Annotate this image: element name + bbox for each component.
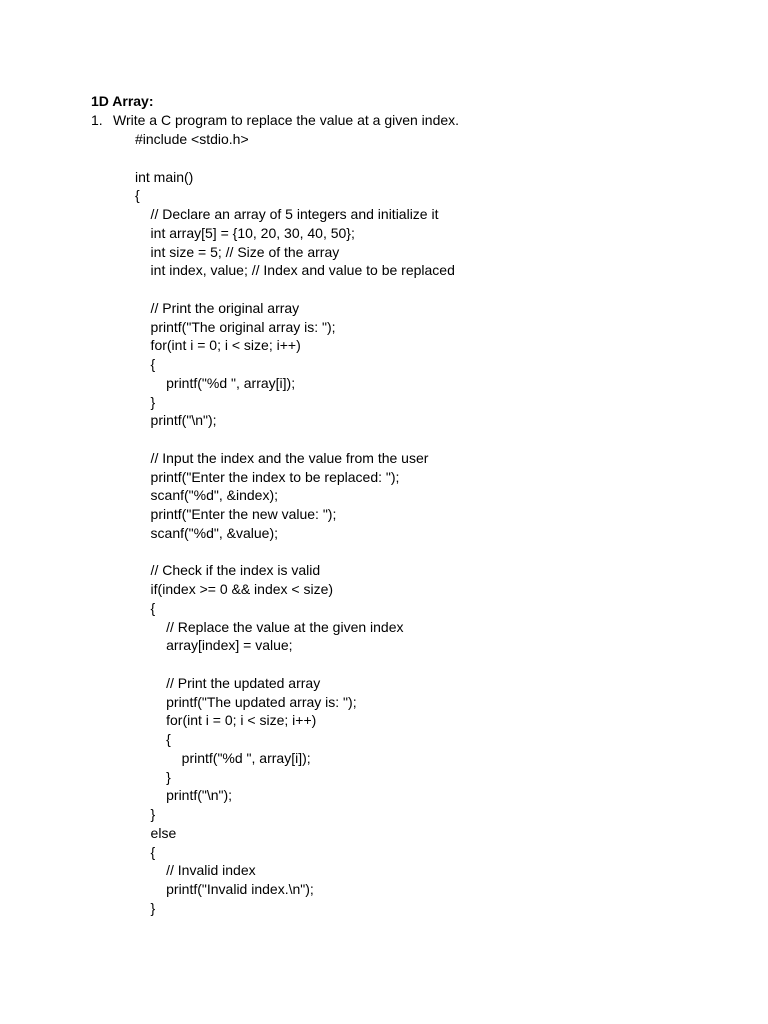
code-line: int array[5] = {10, 20, 30, 40, 50}; [135,224,355,241]
code-line: // Print the original array [135,299,300,316]
section-heading: 1D Array: [91,93,154,109]
code-line: { [135,599,156,616]
code-line: if(index >= 0 && index < size) [135,581,334,597]
code-line: #include <stdio.h> [135,131,249,147]
code-line: printf("%d ", array[i]); [135,749,311,766]
code-block [135,130,455,918]
code-line: } [135,393,156,410]
code-line: else [135,824,177,841]
code-line: } [135,899,156,916]
code-line: printf("Invalid index.\n"); [135,881,314,897]
code-line: // Check if the index is valid [135,562,321,579]
code-line: printf("\n"); [135,787,233,804]
question-text: Write a C program to replace the value at a given index. [113,112,460,128]
code-line [135,280,455,299]
code-line: scanf("%d", &value); [135,524,278,541]
code-line: printf("\n"); [135,412,217,429]
code-line: // Print the updated array [135,674,321,691]
code-line: printf("The updated array is: "); [135,693,357,710]
question-item [91,111,459,129]
code-line: // Replace the value at the given index [135,618,404,635]
code-line: scanf("%d", &index); [135,487,278,504]
code-line: int main() [135,168,194,185]
code-line: // Input the index and the value from the user [135,449,429,466]
code-line: { [135,356,156,372]
code-line [135,655,455,674]
code-line: int index, value; // Index and value to be replaced [135,262,455,279]
code-line: // Declare an array of 5 integers and initialize it [135,206,439,222]
code-line: array[index] = value; [135,637,293,654]
code-line: { [135,187,140,204]
code-line: { [135,843,156,860]
code-line [135,430,455,449]
code-line: { [135,731,171,747]
code-line: // Invalid index [135,862,256,879]
code-line [135,149,455,168]
code-line: for(int i = 0; i < size; i++) [135,337,301,354]
code-line: printf("Enter the new value: "); [135,506,337,522]
question-number: 1. [91,112,103,128]
code-line: printf("%d ", array[i]); [135,374,296,391]
code-line: int size = 5; // Size of the array [135,243,340,260]
code-line [135,543,455,562]
code-line: } [135,806,156,822]
code-line: printf("The original array is: "); [135,318,336,335]
code-line: for(int i = 0; i < size; i++) [135,712,317,729]
code-line: } [135,768,171,785]
code-line: printf("Enter the index to be replaced: "); [135,468,400,485]
